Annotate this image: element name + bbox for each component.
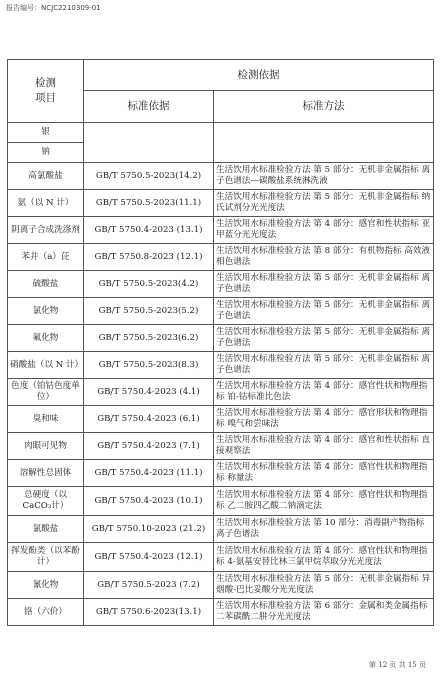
standard-basis: GB/T 5750.4-2023 (13.1) — [84, 217, 214, 244]
test-item: 硝酸盐（以 N 计） — [8, 352, 84, 379]
standard-method: 生活饮用水标准检验方法 第 5 部分：无机非金属指标 离子色谱法 — [214, 298, 434, 325]
test-item: 色度（铂钴色度单位） — [8, 379, 84, 406]
test-item: 硫酸盐 — [8, 271, 84, 298]
test-item: 氟化物 — [8, 325, 84, 352]
standard-basis: GB/T 5750.5-2023(6.2) — [84, 325, 214, 352]
table-row — [8, 572, 434, 599]
page-number: 第 12 页 共 15 页 — [369, 661, 426, 669]
standard-method: 生活饮用水标准检验方法 第 4 部分：感官性状和物理指标 乙二胺四乙酸二钠滴定法 — [214, 487, 434, 516]
table-row — [8, 487, 434, 516]
table-row — [8, 298, 434, 325]
table-row — [8, 325, 434, 352]
header-test-basis: 检测依据 — [84, 60, 434, 91]
test-item: 氰化物 — [8, 572, 84, 599]
standard-basis: GB/T 5750.4-2023 (4.1) — [84, 379, 214, 406]
table-row — [8, 406, 434, 433]
table-row — [8, 271, 434, 298]
test-item: 总硬度（以 CaCO₃计） — [8, 487, 84, 516]
test-item: 氯酸盐 — [8, 516, 84, 543]
table-row — [8, 516, 434, 543]
standard-method: 生活饮用水标准检验方法 第 5 部分：无机非金属指标 异烟酸-巴比妥酸分光光度法 — [214, 572, 434, 599]
table-row — [8, 599, 434, 626]
standard-basis: GB/T 5750.4-2023 (10.1) — [84, 487, 214, 516]
standard-basis: GB/T 5750.5-2023 (7.2) — [84, 572, 214, 599]
standard-basis: GB/T 5750.5-2023(14.2) — [84, 163, 214, 190]
table-row — [8, 379, 434, 406]
test-item: 氯化物 — [8, 298, 84, 325]
standard-basis: GB/T 5750.10-2023 (21.2) — [84, 516, 214, 543]
standard-basis: GB/T 5750.5-2023(4.2) — [84, 271, 214, 298]
test-item: 溶解性总固体 — [8, 460, 84, 487]
table-row — [8, 123, 434, 143]
test-item: 铬（六价） — [8, 599, 84, 626]
standard-method: 生活饮用水标准检验方法 第 4 部分：感官性状和物理指标 铂-钴标准比色法 — [214, 379, 434, 406]
standard-basis: GB/T 5750.4-2023 (6.1) — [84, 406, 214, 433]
table-row — [8, 352, 434, 379]
standard-method: 生活饮用水标准检验方法 第 5 部分：无机非金属指标 离子色谱法 — [214, 325, 434, 352]
standard-method — [214, 123, 434, 163]
standard-method: 生活饮用水标准检验方法 第 8 部分：有机物指标 高效液相色谱法 — [214, 244, 434, 271]
standard-method: 生活饮用水标准检验方法 第 5 部分：无机非金属指标 离子色谱法—碳酸盐系统淋洗液 — [214, 163, 434, 190]
report-number: 报告编号：NCJC2210309-01 — [6, 4, 101, 12]
test-basis-table — [7, 59, 434, 626]
header-test-item — [8, 60, 84, 123]
standard-method: 生活饮用水标准检验方法 第 4 部分：感官和性状指标 亚甲蓝分光光度法 — [214, 217, 434, 244]
standard-method: 生活饮用水标准检验方法 第 5 部分：无机非金属指标 离子色谱法 — [214, 271, 434, 298]
table-row — [8, 244, 434, 271]
table-row — [8, 217, 434, 244]
standard-basis — [84, 123, 214, 163]
standard-basis: GB/T 5750.4-2023 (11.1) — [84, 460, 214, 487]
test-item: 肉眼可见物 — [8, 433, 84, 460]
standard-basis: GB/T 5750.6-2023(13.1) — [84, 599, 214, 626]
test-item: 氨（以 N 计） — [8, 190, 84, 217]
test-item: 挥发酚类（以苯酚计） — [8, 543, 84, 572]
table-row — [8, 433, 434, 460]
standard-basis: GB/T 5750.5-2023(11.1) — [84, 190, 214, 217]
test-item: 高氯酸盐 — [8, 163, 84, 190]
standard-basis: GB/T 5750.5-2023(5.2) — [84, 298, 214, 325]
standard-method: 生活饮用水标准检验方法 第 4 部分：感官性状和物理指标 称量法 — [214, 460, 434, 487]
table-row — [8, 190, 434, 217]
standard-basis: GB/T 5750.4-2023 (12.1) — [84, 543, 214, 572]
test-item: 臭和味 — [8, 406, 84, 433]
test-item: 苯并（a）芘 — [8, 244, 84, 271]
table-row — [8, 163, 434, 190]
standard-basis: GB/T 5750.8-2023 (12.1) — [84, 244, 214, 271]
test-item: 阴离子合成洗涤剂 — [8, 217, 84, 244]
standard-method: 生活饮用水标准检验方法 第 4 部分：感官形状和物理指标 嗅气和尝味法 — [214, 406, 434, 433]
standard-method: 生活饮用水标准检验方法 第 4 部分：感官性状和物理指标 4-氨基安替比林三氯甲烷萃取分光光度法 — [214, 543, 434, 572]
header-standard-method: 标准方法 — [214, 91, 434, 123]
header-test-item-label: 检测 项目 — [35, 77, 56, 104]
test-item: 银 — [8, 123, 84, 143]
standard-method: 生活饮用水标准检验方法 第 5 部分：无机非金属指标 纳氏试剂分光光度法 — [214, 190, 434, 217]
standard-method: 生活饮用水标准检验方法 第 5 部分：无机非金属指标 离子色谱法 — [214, 352, 434, 379]
test-item: 钠 — [8, 143, 84, 163]
standard-method: 生活饮用水标准检验方法 第 4 部分：感官和性状指标 直接观察法 — [214, 433, 434, 460]
standard-method: 生活饮用水标准检验方法 第 6 部分：金属和类金属指标 二苯碳酰二肼分光光度法 — [214, 599, 434, 626]
table-row — [8, 460, 434, 487]
table-row — [8, 543, 434, 572]
standard-basis: GB/T 5750.4-2023 (7.1) — [84, 433, 214, 460]
standard-basis: GB/T 5750.5-2023(8.3) — [84, 352, 214, 379]
header-standard-basis: 标准依据 — [84, 91, 214, 123]
standard-method: 生活饮用水标准检验方法 第 10 部分：消毒副产物指标 离子色谱法 — [214, 516, 434, 543]
